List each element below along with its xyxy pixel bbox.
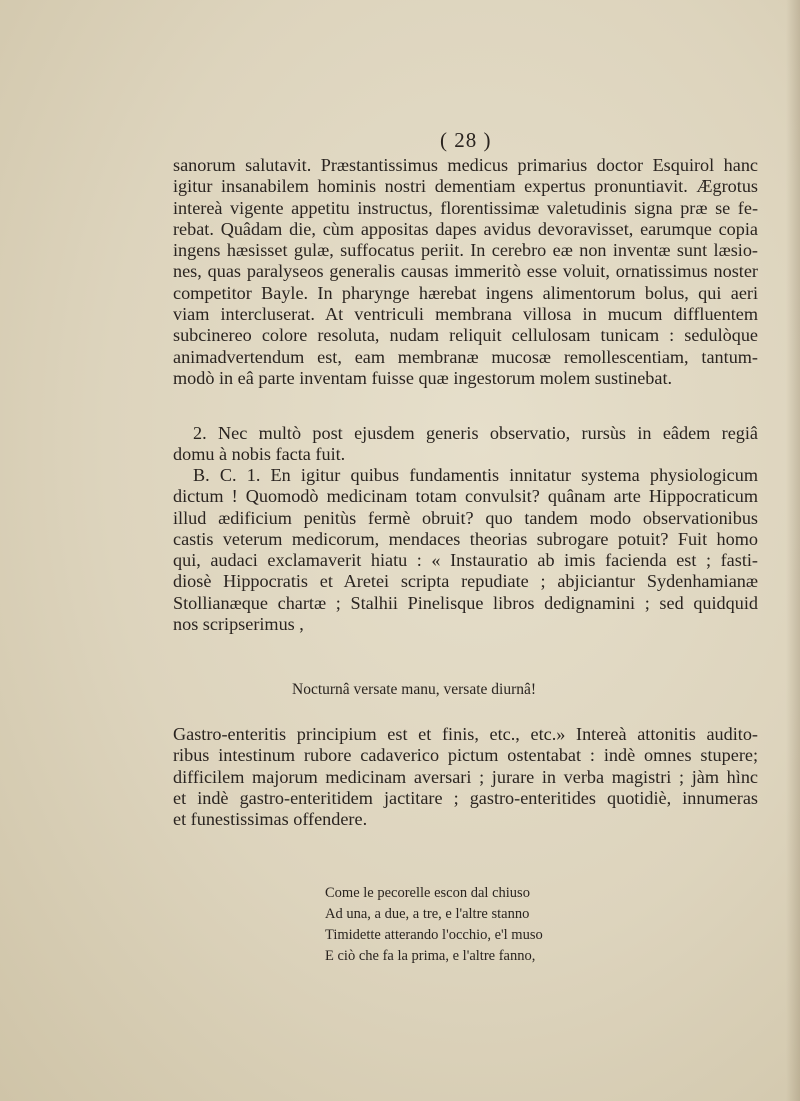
verse-line: E ciò che fa la prima, e l'altre fanno,	[325, 948, 536, 964]
text-line: difficilem majorum medicinam aversari ; jurare in verba magistri ; jàm hìnc	[173, 766, 758, 787]
paragraph-3	[173, 465, 758, 635]
text-line: sanorum salutavit. Præstantissimus medicus primarius doctor Esquirol hanc	[173, 155, 758, 175]
page-number: ( 28 )	[440, 128, 492, 152]
text-line: subcinereo colore resoluta, nudam reliquit cellulosam tunicam : sedulòque	[173, 325, 758, 346]
text-line: 2. Nec multò post ejusdem generis observatio, rursùs in eâdem regiâ	[193, 423, 758, 443]
text-line: nos scripserimus ,	[173, 614, 304, 635]
text-line: igitur insanabilem hominis nostri dementiam expertus pronuntiavit. Ægrotus	[173, 176, 758, 197]
text-line: B. C. 1. En igitur quibus fundamentis innitatur systema physiologicum	[193, 465, 758, 485]
text-line: competitor Bayle. In pharynge hærebat ingens alimentorum bolus, qui aeri	[173, 282, 758, 303]
paragraph-4	[173, 724, 758, 830]
text-line: illud ædificium penitùs fermè obruit? quo tandem modo observationibus	[173, 507, 758, 528]
text-line: domu à nobis facta fuit.	[173, 444, 346, 465]
text-line: ingens hæsisset gulæ, suffocatus periit. In cerebro eæ non inventæ sunt læsio-	[173, 240, 758, 261]
text-line: rebat. Quâdam die, cùm appositas dapes avidus devoravisset, earumque copia	[173, 218, 758, 239]
text-line: castis veterum medicorum, mendaces theorias subrogare potuit? Fuit homo	[173, 528, 758, 549]
text-line: animadvertendum est, eam membranæ mucosæ remollescentiam, tantum-	[173, 346, 758, 367]
text-line: Gastro-enteritis principium est et finis, etc., etc.» Intereà attonitis audito-	[173, 724, 758, 744]
text-line: qui, audaci exclamaverit hiatu : « Instauratio ab imis facienda est ; fasti-	[173, 550, 758, 571]
text-line: et funestissimas offendere.	[173, 809, 368, 830]
text-line: et indè gastro-enteritidem jactitare ; gastro-enteritides quotidiè, innumeras	[173, 787, 758, 808]
text-line: modò in eâ parte inventam fuisse quæ ingestorum molem sustinebat.	[173, 367, 673, 388]
paragraph-1	[173, 155, 758, 389]
text-line: Stollianæque chartæ ; Stalhii Pinelisque libros dedignamini ; sed quidquid	[173, 592, 758, 613]
verse-line: Timidette atterando l'occhio, e'l muso	[325, 927, 543, 943]
italian-verse	[325, 883, 543, 967]
text-line: nes, quas paralyseos generalis causas immeritò esse voluit, ornatissimus noster	[173, 261, 758, 282]
paragraph-2	[173, 423, 758, 466]
verse-quotation: Nocturnâ versate manu, versate diurnâ!	[292, 681, 537, 698]
verse-line: Ad una, a due, a tre, e l'altre stanno	[325, 906, 530, 922]
text-line: ribus intestinum rubore cadaverico pictum ostentabat : indè omnes stupere;	[173, 745, 758, 766]
text-line: dictum ! Quomodò medicinam totam convulsit? quânam arte Hippocraticum	[173, 486, 758, 507]
text-line: diosè Hippocratis et Aretei scripta repudiate ; abjiciantur Sydenhamianæ	[173, 571, 758, 592]
text-line: viam intercluserat. At ventriculi membrana villosa in mucum diffluentem	[173, 304, 758, 325]
text-line: intereà vigente appetitu instructus, florentissimæ valetudinis signa præ se fe-	[173, 197, 758, 218]
verse-line: Come le pecorelle escon dal chiuso	[325, 885, 530, 901]
